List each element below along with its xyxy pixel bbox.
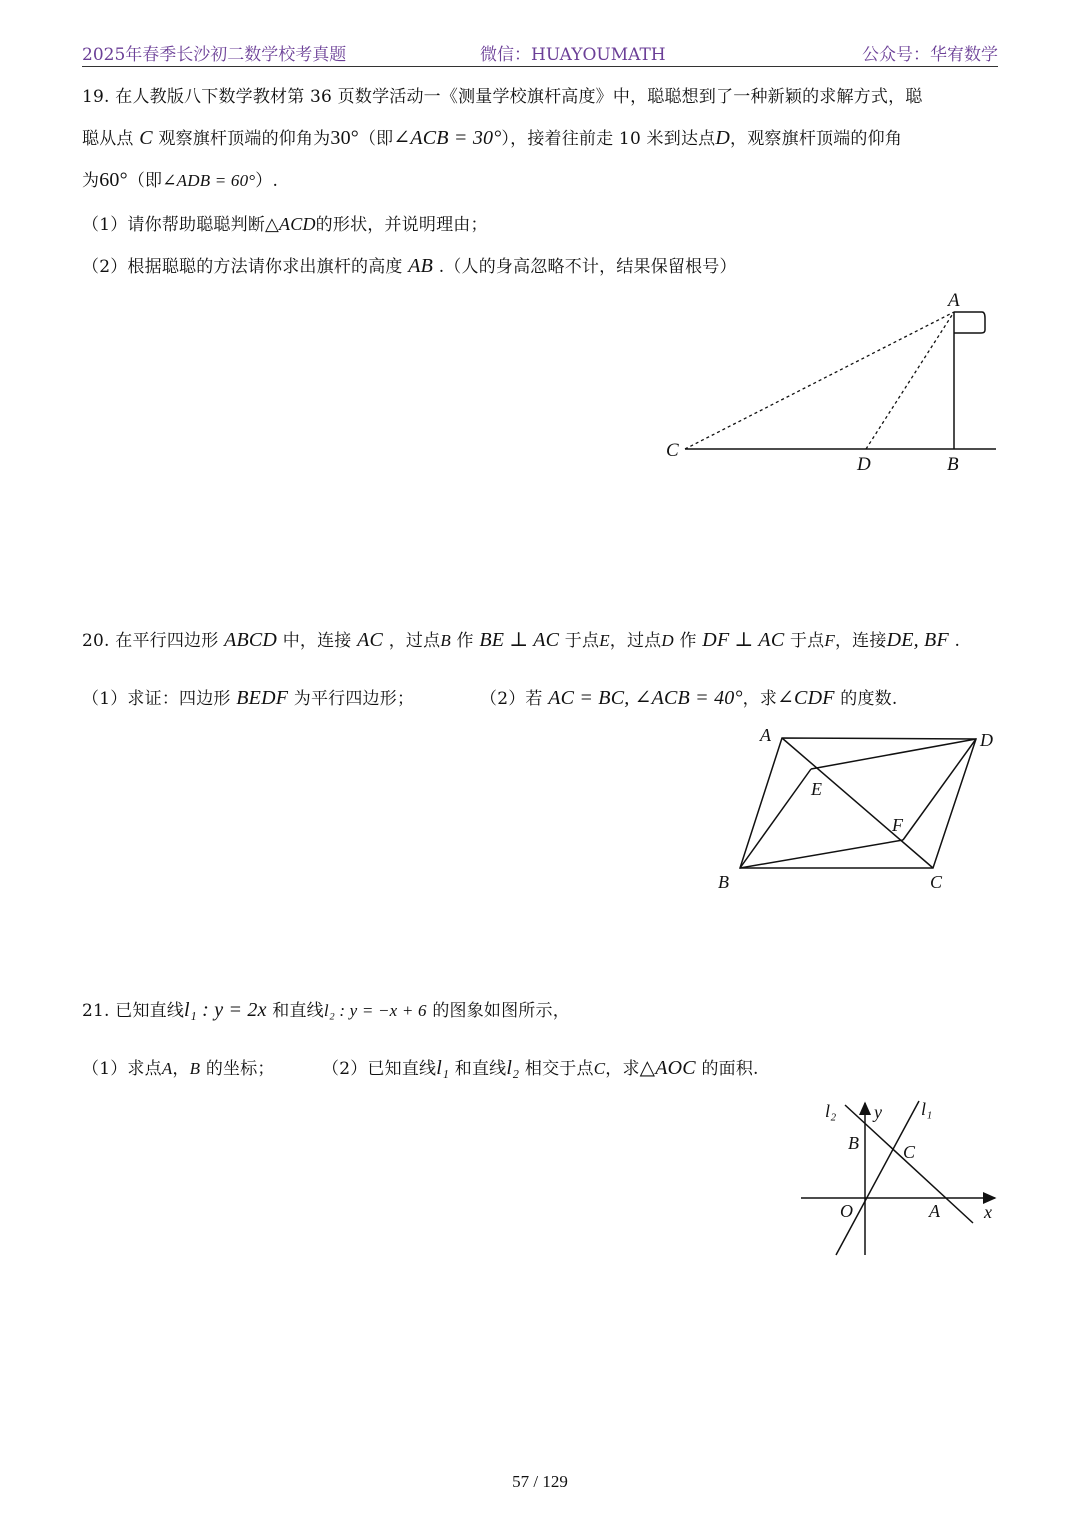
segment-bf — [740, 840, 903, 868]
label-o: O — [840, 1201, 853, 1221]
label-l1: l₁ — [921, 1099, 933, 1119]
label-a: A — [760, 725, 771, 745]
line-l2 — [845, 1105, 973, 1223]
label-c: C — [930, 872, 943, 892]
header-account: 公众号：华宥数学 — [862, 45, 998, 65]
label-l2: l₂ — [825, 1101, 837, 1121]
header-title: 2025年春季长沙初二数学校考真题 — [82, 45, 347, 65]
q19-part-2: （2）根据聪聪的方法请你求出旗杆的高度 AB .（人的身高忽略不计，结果保留根号） — [82, 255, 737, 277]
label-y: y — [874, 1102, 882, 1122]
label-d: D — [857, 454, 871, 475]
q20-line-1: 20. 在平行四边形 ABCD 中，连接 AC ，过点B 作 BE ⊥ AC 于点E，过点D 作 DF ⊥ AC 于点F，连接DE, BF . — [82, 629, 961, 651]
q20-figure — [712, 722, 1012, 897]
label-a: A — [929, 1201, 940, 1221]
label-d: D — [980, 730, 993, 750]
q20-part-1: （1）求证：四边形 BEDF 为平行四边形； — [82, 687, 415, 709]
segment-be — [740, 769, 811, 868]
q19-figure — [660, 285, 1005, 480]
q21-line-1: 21. 已知直线l₁ : y = 2x 和直线l₂ : y = −x + 6 的图象如图所示， — [82, 999, 570, 1021]
q19-line-3: 为60°（即∠ADB = 60°）. — [82, 169, 279, 191]
label-b: B — [947, 454, 959, 475]
sightline-ca — [685, 312, 954, 449]
segment-df — [903, 739, 976, 840]
page-number: 57 / 129 — [512, 1472, 568, 1491]
q21-figure — [795, 1095, 1005, 1260]
sightline-da — [866, 312, 954, 449]
segment-de — [811, 739, 976, 769]
label-e: E — [811, 779, 822, 799]
line-l1 — [836, 1101, 919, 1255]
flag — [954, 312, 985, 333]
q19-part-1: （1）请你帮助聪聪判断△ACD的形状，并说明理由； — [82, 214, 488, 235]
label-f: F — [892, 815, 903, 835]
label-x: x — [984, 1202, 992, 1222]
label-c: C — [666, 440, 679, 461]
label-b: B — [848, 1133, 859, 1153]
header-wechat: 微信：HUAYOUMATH — [480, 45, 666, 65]
q19-line-2: 聪从点 C 观察旗杆顶端的仰角为30°（即∠ACB = 30°），接着往前走 10 米到达点D，观察旗杆顶端的仰角 — [82, 127, 903, 149]
label-b: B — [718, 872, 729, 892]
q21-part-1: （1）求点A，B 的坐标； — [82, 1059, 275, 1079]
q21-part-2: （2）已知直线l₁ 和直线l₂ 相交于点C，求△AOC 的面积. — [322, 1057, 759, 1079]
label-c: C — [903, 1142, 916, 1162]
label-a: A — [948, 290, 960, 311]
page-header — [82, 36, 998, 67]
q19-line-1: 19. 在人教版八下数学教材第 36 页数学活动一《测量学校旗杆高度》中，聪聪想到了一种新颖的求解方式，聪 — [82, 87, 923, 107]
q20-part-2: （2）若 AC = BC, ∠ACB = 40°，求∠CDF 的度数. — [480, 687, 898, 709]
